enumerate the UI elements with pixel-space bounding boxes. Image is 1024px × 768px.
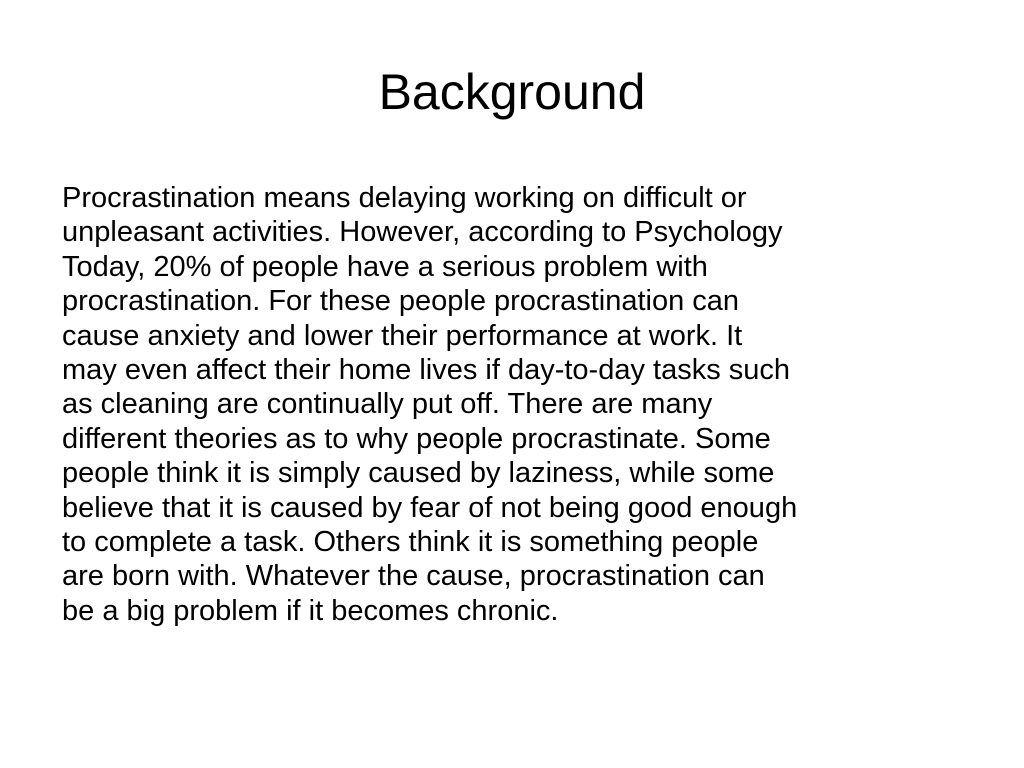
body-line: Today, 20% of people have a serious problem with — [62, 250, 708, 283]
slide-body-text — [62, 181, 962, 628]
body-line: may even affect their home lives if day-to-day tasks such — [62, 354, 791, 387]
body-line: are born with. Whatever the cause, procrastination can — [62, 560, 765, 593]
body-line: procrastination. For these people procrastination can — [62, 285, 740, 318]
body-line: unpleasant activities. However, according to Psychology — [62, 216, 783, 249]
body-line: to complete a task. Others think it is something people — [62, 526, 759, 559]
body-line: people think it is simply caused by laziness, while some — [62, 457, 775, 490]
body-line: be a big problem if it becomes chronic. — [62, 594, 559, 627]
body-line: believe that it is caused by fear of not being good enough — [62, 491, 798, 524]
body-line: as cleaning are continually put off. There are many — [62, 388, 713, 421]
body-line: cause anxiety and lower their performance at work. It — [62, 319, 743, 352]
body-line: different theories as to why people procrastinate. Some — [62, 422, 771, 455]
slide-title: Background — [378, 64, 646, 120]
body-line: Procrastination means delaying working on difficult or — [62, 182, 747, 214]
